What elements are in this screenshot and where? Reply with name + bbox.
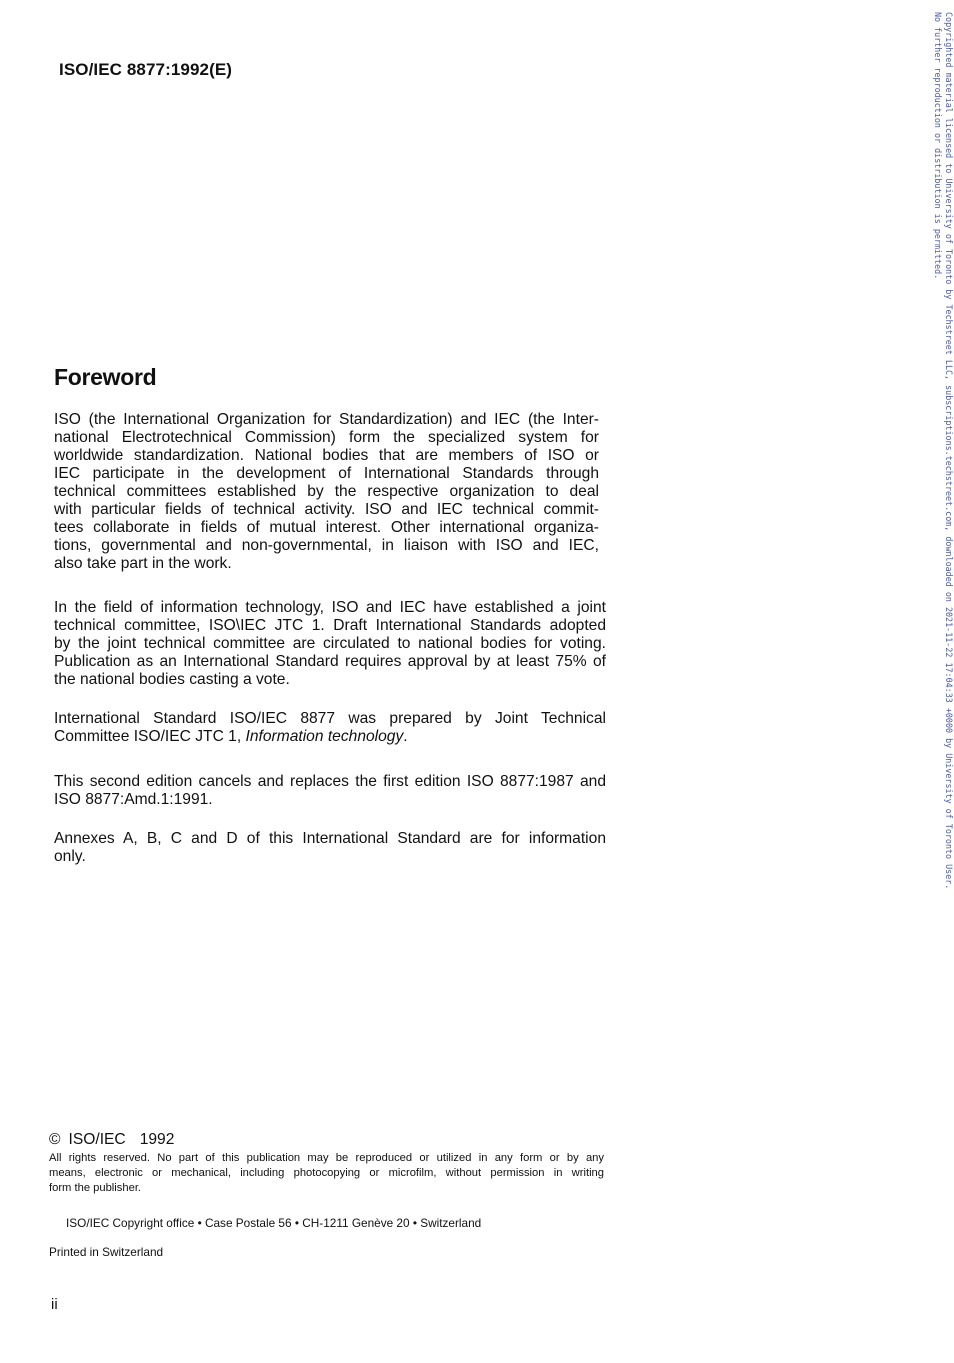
text-line: International Standard ISO/IEC 8877 was prepared by Joint Technical: [54, 710, 606, 727]
foreword-paragraph-4: [54, 773, 606, 809]
text-line: also take part in the work.: [54, 555, 232, 572]
rights-notice: [49, 1151, 604, 1196]
copyright-line: [49, 1131, 174, 1149]
foreword-paragraph-1: [54, 411, 599, 573]
text-line: the national bodies casting a vote.: [54, 671, 290, 688]
text-line: ISO 8877:Amd.1:1991.: [54, 791, 213, 808]
text-line: worldwide standardization. National bodies that are members of ISO or: [54, 447, 599, 464]
text-line: only.: [54, 848, 86, 865]
text-line: form the publisher.: [49, 1182, 142, 1194]
copyright-year: 1992: [139, 1131, 175, 1148]
text-line: by the joint technical committee are circulated to national bodies for voting.: [54, 635, 606, 652]
document-id: ISO/IEC 8877:1992(E): [59, 60, 233, 79]
text-line: This second edition cancels and replaces the first edition ISO 8877:1987 and: [54, 773, 606, 790]
text-line: with particular fields of technical activity. ISO and IEC technical commit-: [54, 501, 599, 518]
text-line: [54, 728, 606, 746]
text-line: tions, governmental and non-governmental, in liaison with ISO and IEC,: [54, 537, 599, 554]
watermark-line: No further reproduction or distribution is permitted.: [933, 12, 943, 280]
page-number: ii: [51, 1296, 58, 1313]
foreword-paragraph-5: [54, 830, 606, 866]
text-line: technical committees established by the respective organization to deal: [54, 483, 599, 500]
committee-title: Information technology: [245, 728, 404, 745]
copyright-holder: ISO/IEC: [68, 1131, 126, 1148]
text-line: Annexes A, B, C and D of this International Standard are for information: [54, 830, 606, 847]
text-line: national Electrotechnical Commission) form the specialized system for: [54, 429, 599, 446]
copyright-office-address: ISO/IEC Copyright office • Case Postale 56 • CH-1211 Genève 20 • Switzerland: [66, 1216, 482, 1230]
committee-text: Committee ISO/IEC JTC 1,: [54, 728, 246, 745]
text-line: IEC participate in the development of International Standards through: [54, 465, 599, 482]
license-watermark: [924, 12, 954, 1062]
watermark-line: Copyrighted material licensed to University of Toronto by Techstreet LLC, subscriptions.techstreet.com, downloaded on 2021-11-22 17:04:33 +0000 by University of Toronto User.: [944, 12, 954, 890]
text-line: All rights reserved. No part of this publication may be reproduced or utilized in any form or by any: [49, 1152, 604, 1164]
text-line: Publication as an International Standard requires approval by at least 75% of: [54, 653, 606, 670]
page-title: Foreword: [54, 364, 157, 390]
punctuation: .: [403, 728, 408, 745]
text-line: ISO (the International Organization for Standardization) and IEC (the Inter-: [54, 411, 599, 428]
copyright-symbol: ©: [49, 1131, 61, 1148]
text-line: technical committee, ISO\IEC JTC 1. Draft International Standards adopted: [54, 617, 606, 634]
text-line: In the field of information technology, ISO and IEC have established a joint: [54, 599, 606, 616]
foreword-paragraph-3: [54, 710, 606, 746]
text-line: tees collaborate in fields of mutual interest. Other international organiza-: [54, 519, 599, 536]
foreword-paragraph-2: [54, 599, 606, 689]
printed-in: Printed in Switzerland: [49, 1245, 164, 1259]
text-line: means, electronic or mechanical, including photocopying or microfilm, without permission in writing: [49, 1167, 604, 1179]
